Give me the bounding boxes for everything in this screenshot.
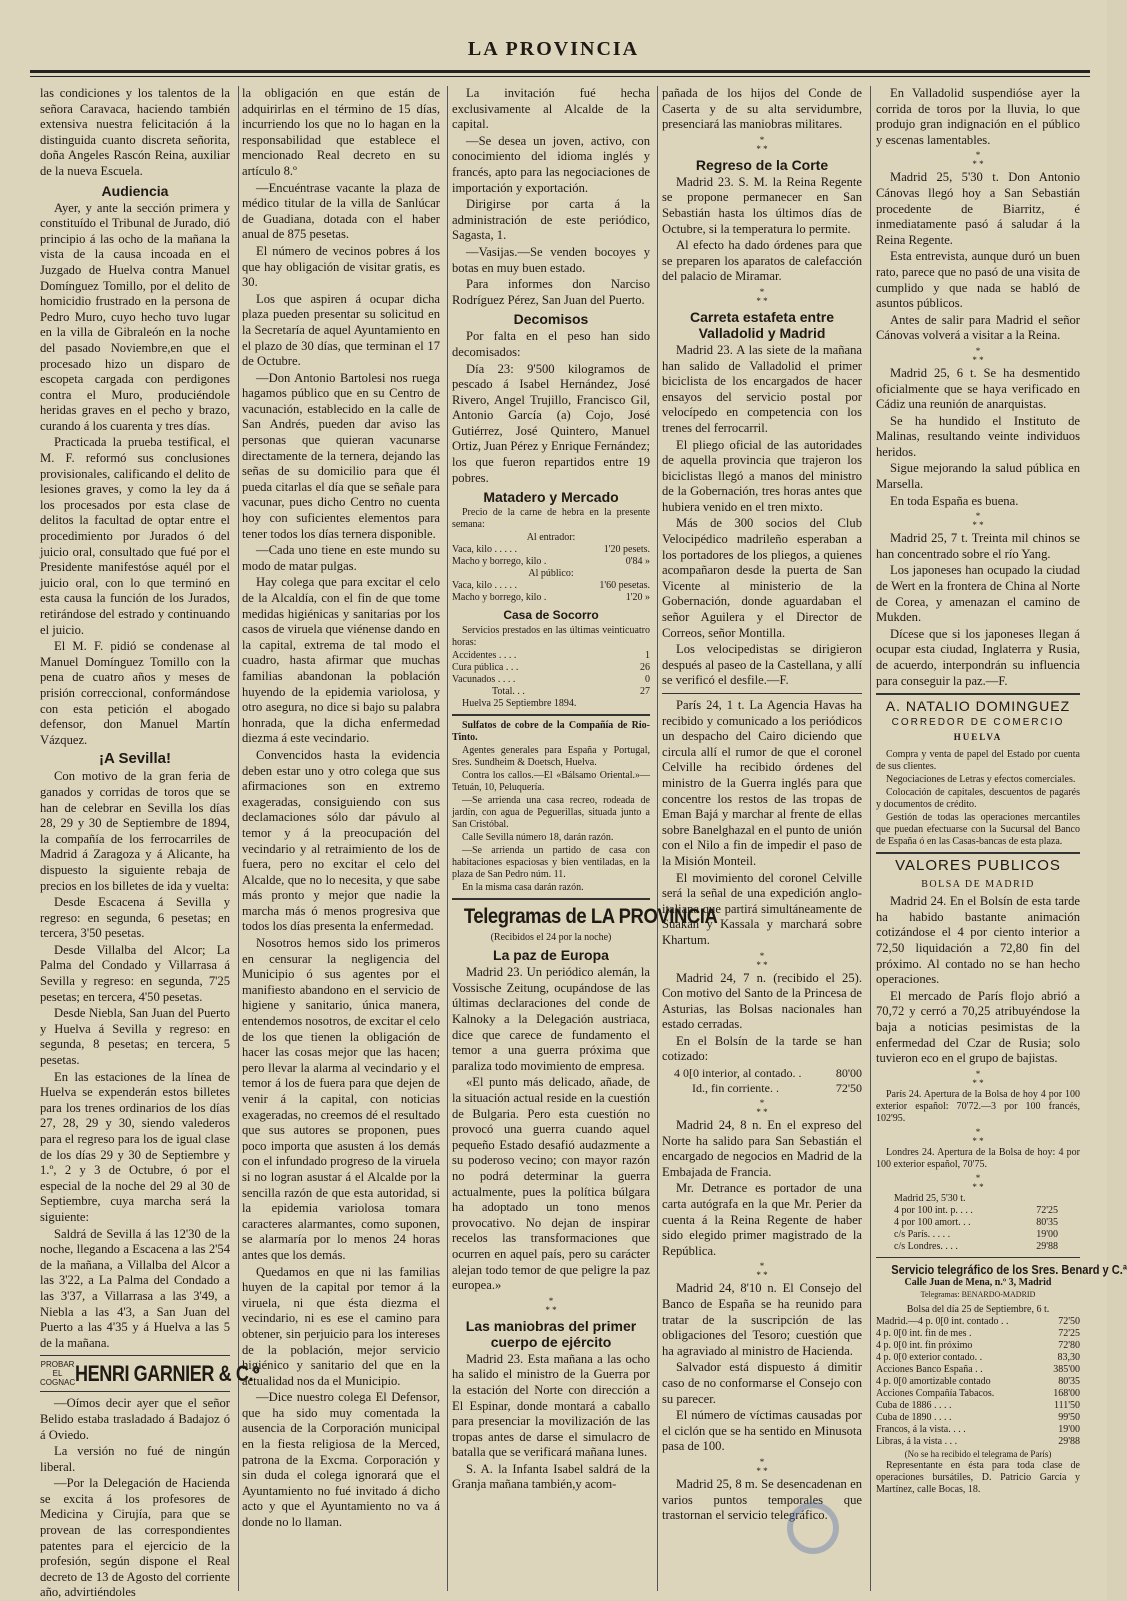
row-value: 1'20 » bbox=[625, 592, 650, 604]
paragraph: Desde Escacena á Sevilla y regreso: en segunda, 6 pesetas; en tercera, 3'50 pesetas. bbox=[40, 895, 230, 941]
paragraph: En el Bolsín de la tarde se han cotizado: bbox=[662, 1033, 862, 1064]
masthead: LA PROVINCIA bbox=[467, 38, 640, 60]
row-value: 80'35 bbox=[1058, 1376, 1080, 1388]
advert-dominguez-body bbox=[876, 749, 1080, 848]
divider bbox=[40, 1391, 230, 1392]
ad-sulfatos-agents: Agentes generales para España y Portugal, Sres. Sundheim & Doetsch, Huelva. bbox=[452, 745, 650, 769]
separator-stars: * * * bbox=[756, 950, 768, 970]
paragraph: Hay colega que para excitar el celo de la Alcaldía, con el fin de que tome medidas higiénicas y sanitarias por los casos de viruela que viénense dando en la capital, extrema de tal modo el cuadro, hasta afirmar que muchas familias abandonan la población huyendo de la epidemia variolosa, y otro asegura, no dice si bajo su palabra honrada, que la dicha enfermedad diezma á este vecindario. bbox=[242, 575, 440, 746]
table-row bbox=[452, 592, 650, 604]
table-row bbox=[452, 662, 650, 674]
row-value: 72'25 bbox=[1058, 1328, 1080, 1340]
socorro-total-value: 27 bbox=[640, 686, 650, 698]
paragraph: —Don Antonio Bartolesi nos ruega hagamos público que en su Centro de vacunación, establecido en la calle de San Andrés, pueden dar aviso las personas que quieran vacunarse directamente de la ternera, dejando las señas de su domicilio para que él pueda citarlas el día que se señale para vacunar, pues dicho Centro no cuenta hoy con suficientes elementos para tener todos los días ternera disponible. bbox=[242, 370, 440, 541]
column-4 bbox=[662, 86, 862, 1591]
paragraph: pañada de los hijos del Conde de Caserta y de su alta servidumbre, presenciará las maniobras militares. bbox=[662, 86, 862, 132]
paragraph: la obligación en que están de adquirirlas en el término de 15 días, incurriendo los que no lo hagan en la responsabilidad que establece el mencionado Real decreto en su artículo 8.º bbox=[242, 86, 440, 178]
row-label: 4 por 100 amort. . . bbox=[894, 1216, 971, 1228]
londres-quote-text: Londres 24. Apertura de la Bolsa de hoy: 4 por 100 exterior español, 70'75. bbox=[876, 1146, 1080, 1170]
paragraph: S. A. la Infanta Isabel saldrá de la Granja mañana también,y acom- bbox=[452, 1461, 650, 1492]
paragraph: Se ha hundido el Instituto de Malinas, resultando veinte individuos heridos. bbox=[876, 413, 1080, 459]
row-label: 4 p. 0[0 exterior contado. . bbox=[876, 1352, 983, 1364]
library-watermark bbox=[787, 1498, 957, 1578]
publico-table bbox=[452, 580, 650, 604]
table-row bbox=[876, 1412, 1080, 1424]
row-label: Macho y borrego, kilo . bbox=[452, 592, 547, 604]
row-label: Accidentes . . . . bbox=[452, 650, 517, 662]
paragraph: Los japoneses han ocupado la ciudad de Wert en la frontera de China al Norte de Corea, y amenazan el camino de Mukden. bbox=[876, 563, 1080, 625]
quote-label: Id., fin corriente. . bbox=[692, 1081, 779, 1096]
row-label: Vacunados . . . . bbox=[452, 674, 516, 686]
row-label: 4 por 100 int. p. . . . bbox=[894, 1204, 973, 1216]
bolsa-heading: BOLSA DE MADRID bbox=[921, 878, 1035, 890]
column-5 bbox=[876, 86, 1127, 1591]
paragraph: El pliego oficial de las autoridades de aquella provincia que trajeron los biciclistas llegó a manos del ministro de la Gobernación, tres horas antes que hubiera venido en el tren mixto. bbox=[662, 437, 862, 514]
paragraph: París 24, 1 t. La Agencia Havas ha recibido y comunicado a los periódicos un despacho del Cairo diciendo que circula allí el rumor de que el coronel Celville ha recibido órdenes del ministro de la Guerra inglés para que concentre los restos de las tropas de Eman Bajá y marchar al frente de ellas sobre Banelghazal en el punto de unión con el Nilo a fin de impedir el paso de la Misión Monteil. bbox=[662, 698, 862, 868]
table-row bbox=[876, 1316, 1080, 1328]
paragraph: Practicada la prueba testifical, el M. F. reformó sus conclusiones provisionales, calificando el delito de lesiones graves, y como la ley da á los procesados por esta clase de delitos la facultad de optar entre el procedimiento por Jurados ó del juicio oral, consultado que fué por el Presidente manifestóse aquél por el juicio oral, con lo que terminó en esta causa la función de los Jurados, retirándose del estrado y continuando el juicio. bbox=[40, 435, 230, 637]
row-value: 1'60 pesetas. bbox=[599, 580, 650, 592]
paragraph: Quedamos en que ni las familias huyen de la capital por temor á la viruela, ni que ésta diezma el vecindario, ni es ese el camino para obtener, sin perjuicio para los intereses de la población, mejor servicio higiénico y sanitario del que en la actualidad nos da el Municipio. bbox=[242, 1264, 440, 1388]
paragraph: Madrid 24, 8 n. En el expreso del Norte ha salido para San Sebastián el encargado de negocios en Madrid de la Embajada de Francia. bbox=[662, 1118, 862, 1179]
row-label: Francos, á la vista. . . . bbox=[876, 1424, 966, 1436]
row-value: 72'80 bbox=[1058, 1340, 1080, 1352]
row-value: 72'50 bbox=[1058, 1316, 1080, 1328]
separator-stars: * * * bbox=[972, 1126, 984, 1146]
advert-dominguez-subtitle: CORREDOR DE COMERCIO bbox=[891, 716, 1065, 728]
quote-row bbox=[662, 1081, 862, 1096]
ad-casa-recreo: —Se arrienda una casa recreo, rodeada de jardín, con agua de Peguerillas, situada junto a San Cristóbal. bbox=[452, 795, 650, 831]
row-value: 26 bbox=[640, 662, 650, 674]
telegrams-subheading: (Recibidos el 24 por la noche) bbox=[490, 932, 612, 944]
separator-stars: * * * bbox=[756, 134, 768, 154]
ad-partido-casa-info: En la misma casa darán razón. bbox=[462, 882, 584, 894]
paragraph: Convencidos hasta la evidencia deben estar uno y otro colega que sus afirmaciones son en extremo exageradas, consiguiendo con sus declamaciones sólo dar pávulo al temor y á la preocupación del vecindario y al retraimiento de los de fuera, pero no excitar el celo del Alcalde, que no lo necesita, y que sabe más pronto y mejor que nadie la marcha más ó menos progresiva que todos los días presenta la enfermedad. bbox=[242, 747, 440, 934]
row-label: Vaca, kilo . . . . . bbox=[452, 580, 517, 592]
row-value: 0 bbox=[645, 674, 650, 686]
row-label: Cura pública . . . bbox=[452, 662, 519, 674]
advert-line: Negociaciones de Letras y efectos comerciales. bbox=[886, 773, 1076, 785]
paragraph: El número de vecinos pobres á los que hay obligación de visitar gratis, es 30. bbox=[242, 243, 440, 290]
table-row bbox=[452, 580, 650, 592]
paragraph: Madrid 23. Un periódico alemán, la Vossische Zeitung, ocupándose de las últimas declaraciones del conde de Kalnoky a la Delegación austriaca, dice que carece de fundamento el temor a una guerra próxima que paraliza todo movimiento de empresa. bbox=[452, 965, 650, 1073]
section-heading-sevilla: ¡A Sevilla! bbox=[99, 750, 171, 768]
paragraph: Madrid 24, 7 n. (recibido el 25). Con motivo del Santo de la Princesa de Asturias, las Bolsas nacionales han estado cerradas. bbox=[662, 970, 862, 1032]
quote-label: 4 0[0 interior, al contado. . bbox=[674, 1066, 802, 1081]
paragraph: Saldrá de Sevilla á las 12'30 de la noche, llegando a Escacena a las 2'54 de la mañana, a Villalba del Alcor a las 3'22, a La Palma del Condado a las 3'37, a Villarrasa a las 3'49, a Niebla a las 4'3, a San Juan del Puerto a las 4'35 y á Huelva a las 5 de la mañana. bbox=[40, 1226, 230, 1350]
advert-brand: HENRI GARNIER & C.º bbox=[75, 1361, 260, 1387]
paragraph: El M. F. pidió se condenase al Manuel Domínguez Tomillo con la pena de cuatro años y meses de prisión correccional, conformándose con esta petición el abogado defensor, don Manuel Martín Vázquez. bbox=[40, 639, 230, 747]
table-row bbox=[876, 1436, 1080, 1448]
paragraph: las condiciones y los talentos de la señora Caravaca, haciendo también extensiva nuestra felicitación á la distinguida cuanto discreta señorita, doña Angeles Rascón Reina, auxiliar de la nueva Escuela. bbox=[40, 86, 230, 178]
matadero-prices bbox=[452, 507, 650, 604]
separator-stars: * * * bbox=[756, 286, 768, 306]
entrador-table bbox=[452, 544, 650, 568]
paragraph: Madrid 25, 8 m. Se desencadenan en varios puntos temporales que trastornan el servicio telegráfico. bbox=[662, 1476, 862, 1523]
paragraph: La versión no fué de ningún liberal. bbox=[40, 1444, 230, 1474]
row-value: 29'88 bbox=[1058, 1436, 1080, 1448]
header-rule bbox=[30, 70, 1090, 73]
socorro-total-row bbox=[452, 686, 650, 698]
bolsa-quotes-heading: Bolsa del día 25 de Septiembre, 6 t. bbox=[906, 1304, 1050, 1316]
table-row bbox=[876, 1328, 1080, 1340]
socorro-stats bbox=[452, 625, 650, 710]
row-label: Libras, á la vista . . . bbox=[876, 1436, 958, 1448]
quote-row bbox=[662, 1066, 862, 1081]
separator-stars: * * * bbox=[756, 1456, 768, 1476]
table-row bbox=[876, 1352, 1080, 1364]
divider bbox=[452, 714, 650, 716]
servicio-address: Calle Juan de Mena, n.º 3, Madrid bbox=[904, 1277, 1052, 1289]
ad-partido-casa: —Se arrienda un partido de casa con habitaciones espaciosas y bien ventiladas, en la plaza de San Pedro núm. 11. bbox=[452, 845, 650, 881]
row-value: 168'00 bbox=[1053, 1388, 1080, 1400]
socorro-intro: Servicios prestados en las últimas veinticuatro horas: bbox=[452, 625, 650, 649]
paragraph: Los velocipedistas se dirigieron después al paseo de la Castellana, y allí se verificó el desfile.—F. bbox=[662, 642, 862, 688]
table-row bbox=[876, 1340, 1080, 1352]
separator-stars: * * * bbox=[972, 1068, 984, 1088]
row-label: 4 p. 0[0 int. fin próximo bbox=[876, 1340, 973, 1352]
column-3 bbox=[452, 86, 718, 1591]
row-label: Acciones Banco España . . bbox=[876, 1364, 983, 1376]
separator-stars: * * * bbox=[972, 150, 984, 170]
row-value: 29'88 bbox=[1036, 1240, 1058, 1252]
section-heading-maniobras: Las maniobras del primer cuerpo de ejército bbox=[465, 1317, 637, 1350]
paragraph: —Se desea un joven, activo, con conocimiento del idioma inglés y francés, apto para las negociaciones de importación y exportación. bbox=[452, 133, 650, 195]
table-row bbox=[894, 1229, 1058, 1241]
madrid-quotes-heading: Madrid 25, 5'30 t. bbox=[894, 1192, 966, 1204]
classified-ads bbox=[452, 720, 650, 894]
advert-line: Compra y venta de papel del Estado por cuenta de sus clientes. bbox=[876, 748, 1080, 772]
section-heading-paz: La paz de Europa bbox=[493, 947, 609, 964]
row-value: 19'00 bbox=[1036, 1228, 1058, 1240]
divider bbox=[876, 693, 1080, 695]
divider bbox=[876, 1257, 1080, 1258]
table-row bbox=[876, 1400, 1080, 1412]
paragraph: —Por la Delegación de Hacienda se excita á los profesores de Medicina y Cirujía, para que se provean de las correspondientes patentes para el ejercicio de la profesión, según dispone el Real decreto de 13 de Agosto del corriente año, advirtiéndoles bbox=[40, 1476, 230, 1600]
madrid-quotes bbox=[876, 1193, 1080, 1253]
quote-value: 72'50 bbox=[835, 1081, 862, 1096]
paragraph: Madrid 25, 7 t. Treinta mil chinos se han concentrado sobre el río Yang. bbox=[876, 531, 1080, 561]
paragraph: Los que aspiren á ocupar dicha plaza pueden presentar su solicitud en la Secretaría de aquel Ayuntamiento en el plazo de 30 días, que terminan el 17 de Octubre. bbox=[242, 291, 440, 369]
separator-stars: * * * bbox=[756, 1261, 768, 1281]
paragraph: Ayer, y ante la sección primera y constituído el Tribunal de Jurado, dió principio á las ocho de la mañana la vista de la causa incoada en el Juzgado de Huelva contra Manuel Domínguez Tomillo, por el delito de homicidio frustrado en la persona de Pedro Muro, cuyo hecho tuvo lugar en la villa de Gibraleón en la noche del pasado Noviembre,en que el procesado hizo un disparo de escopeta cargada con perdigones contra el Muro, produciéndole heridas graves en el pecho y brazo, curando á los cuarenta y tres días. bbox=[40, 200, 230, 433]
row-label: 4 p. 0[0 amortizable contado bbox=[876, 1376, 991, 1388]
section-heading-matadero: Matadero y Mercado bbox=[483, 489, 619, 506]
table-row bbox=[876, 1364, 1080, 1376]
paragraph: Para informes don Narciso Rodríguez Pérez, San Juan del Puerto. bbox=[452, 277, 650, 307]
paragraph: —Dice nuestro colega El Defensor, que ha sido muy comentada la ausencia de la Corporación municipal en la fiesta religiosa de la Merced, patrona de la Excma. Corporación y sin duda el colega ignorará que el Ayuntamiento no fué invitado á dicho acto y que el Ayuntamiento no va á donde no lo llaman. bbox=[242, 1390, 440, 1530]
paragraph: —Cada uno tiene en este mundo su modo de matar pulgas. bbox=[242, 543, 440, 573]
paragraph: —Encuéntrase vacante la plaza de médico titular de la villa de Sanlúcar de Guadiana, dotada con el haber anual de 875 pesetas. bbox=[242, 180, 440, 242]
ad-callos: Contra los callos.—El «Bálsamo Oriental.»—Tetuán, 10, Peluquería. bbox=[452, 770, 650, 794]
bolsa-representative: Representante en ésta para toda clase de operaciones bursátiles, D. Patricio García y Martínez, calle Bocas, 18. bbox=[876, 1460, 1080, 1496]
header-rule-thin bbox=[30, 76, 1090, 77]
row-label: 4 p. 0[0 int. fin de mes . bbox=[876, 1328, 972, 1340]
table-row bbox=[452, 556, 650, 568]
column-divider bbox=[657, 86, 658, 1591]
paragraph: La invitación fué hecha exclusivamente al Alcalde de la capital. bbox=[452, 86, 650, 132]
column-2 bbox=[242, 86, 440, 1591]
row-label: Cuba de 1890 . . . . bbox=[876, 1412, 952, 1424]
advert-dominguez-city: HUELVA bbox=[953, 732, 1003, 743]
paragraph: Esta entrevista, aunque duró un buen rato, parece que no pasó de una visita de cumplido y que nada se habló de asuntos públicos. bbox=[876, 249, 1080, 311]
row-value: 111'50 bbox=[1053, 1400, 1080, 1412]
separator-stars: * * * bbox=[972, 345, 984, 365]
section-heading-socorro: Casa de Socorro bbox=[503, 608, 599, 623]
row-value: 1 bbox=[645, 650, 650, 662]
paragraph: El número de víctimas causadas por el ciclón que se ha sentido en Minusota pasa de 100. bbox=[662, 1408, 862, 1454]
paragraph: En Valladolid suspendióse ayer la corrida de toros por la lluvia, lo que produjo gran indignación en el público y escenas lamentables. bbox=[876, 86, 1080, 147]
paragraph: Por falta en el peso han sido decomisados: bbox=[452, 329, 650, 359]
column-divider bbox=[447, 86, 448, 1591]
divider bbox=[662, 693, 862, 694]
socorro-total-label: Total. . . bbox=[492, 686, 525, 698]
paragraph: Salvador está dispuesto á dimitir caso de no conformarse el Consejo con su parecer. bbox=[662, 1360, 862, 1406]
row-label: c/s París. . . . . bbox=[894, 1228, 951, 1240]
table-row bbox=[876, 1388, 1080, 1400]
column-1 bbox=[40, 86, 260, 1600]
advert-dominguez-title: A. NATALIO DOMINGUEZ bbox=[885, 698, 1071, 715]
paragraph: En toda España es buena. bbox=[890, 493, 1019, 508]
row-label: Acciones Compañía Tabacos. bbox=[876, 1388, 995, 1400]
paragraph: El mercado de París flojo abrió a 70,72 y cerró a 70,25 atribuyéndose la baja a noticias pesimistas de la enfermedad del Czar de Rusia; solo tuvieron eco en el grupo de bajistas. bbox=[876, 988, 1080, 1066]
separator-stars: * * * bbox=[545, 1295, 557, 1315]
table-row bbox=[894, 1217, 1058, 1229]
row-value: 72'25 bbox=[1036, 1204, 1058, 1216]
valores-heading: VALORES PUBLICOS bbox=[895, 856, 1061, 874]
publico-label: Al público: bbox=[528, 568, 574, 580]
row-label: Vaca, kilo . . . . . bbox=[452, 544, 517, 556]
row-value: 83,30 bbox=[1057, 1352, 1080, 1364]
paragraph: —Oímos decir ayer que el señor Belido estaba trasladado á Badajoz ó á Oviedo. bbox=[40, 1396, 230, 1442]
paragraph: Más de 300 socios del Club Velocipédico madrileño esperaban a los portadores de los pliegos, a quienes acompañaron desde la puerta de San Vicente al ministerio de la Gobernación, donde aguardaban el señor Aguilera y el Director de Correos, señor Montilla. bbox=[662, 516, 862, 640]
matadero-intro: Precio de la carne de hebra en la presente semana: bbox=[452, 507, 650, 531]
paragraph: Día 23: 9'500 kilogramos de pescado á Isabel Hernández, José Rivero, Angel Trujillo, Francisco Gil, Antonio García (a) Cojo, José Gutiérrez, José Quintero, Manuel Ortiz, Juan Pérez y Enrique Fernández; los que fueron repartidos entre 19 pobres. bbox=[452, 361, 650, 485]
paragraph: El movimiento del coronel Celville será la señal de una expedición anglo-italiana que partirá simultáneamente de Suakan y Kassala y marchará sobre Khartum. bbox=[662, 870, 862, 947]
section-heading-audiencia: Audiencia bbox=[101, 182, 169, 199]
divider bbox=[40, 1355, 230, 1356]
quote-value: 80'00 bbox=[835, 1066, 862, 1081]
divider bbox=[876, 852, 1080, 854]
separator-stars: * * * bbox=[972, 1172, 984, 1192]
table-row bbox=[452, 674, 650, 686]
row-value: 99'50 bbox=[1058, 1412, 1080, 1424]
column-divider bbox=[870, 86, 871, 1591]
table-row bbox=[452, 544, 650, 556]
paragraph: Al efecto ha dado órdenes para que se preparen los aparatos de calefacción del palacio de Miramar. bbox=[662, 238, 862, 284]
paragraph: Madrid 24. En el Bolsín de esta tarde ha habido bastante animación cotizándose el 4 por ciento interior a 72,50 liquidación a 72,80 fin del próximo. Al contado no se han hecho operaciones. bbox=[876, 894, 1080, 987]
table-row bbox=[452, 650, 650, 662]
separator-stars: * * * bbox=[756, 1098, 768, 1118]
londres-quote bbox=[876, 1147, 1080, 1171]
section-heading-decomisos: Decomisos bbox=[513, 311, 589, 328]
report-date: Huelva 25 Septiembre 1894. bbox=[462, 698, 577, 710]
divider bbox=[452, 898, 650, 900]
advert-line: Colocación de capitales, descuentos de pagarés y documentos de crédito. bbox=[876, 786, 1080, 810]
bolsa-note: (No se ha recibido el telegrama de París) bbox=[904, 1449, 1052, 1460]
paragraph: Con motivo de la gran feria de ganados y corridas de toros que se han de celebrar en Sevilla los días 28, 29 y 30 de Septiembre de 1894, la compañía de los ferrocarriles de Madrid á Zaragoza y á Alicante, ha dispuesto la siguiente rebaja de precios en los billetes de ida y vuelta: bbox=[40, 769, 230, 893]
row-value: 1'20 pesets. bbox=[603, 544, 650, 556]
paragraph: Madrid 25, 5'30 t. Don Antonio Cánovas llegó hoy a San Sebastián procedente de Biarritz, é inmediatamente pasó á saludar á la Reina Regente. bbox=[876, 170, 1080, 247]
row-value: 80'35 bbox=[1036, 1216, 1058, 1228]
paragraph: «El punto más delicado, añade, de la situación actual reside en la cuestión de Bulgaria. Pero esta cuestión no provocó una guerra cuando aquel pequeño Estado desafió audazmente a su poderoso vecino; con mayor razón no podrá determinar la guerra actualmente, pues la política búlgara ha adoptado un tono menos provocativo. No dejan de inspirar recelos las transformaciones que ocurren en aquel país, pero su carácter alejan todo temor de que peligre la paz europea.» bbox=[452, 1075, 650, 1293]
servicio-heading: Servicio telegráfico de los Sres. Benard y C.ª bbox=[891, 1261, 1127, 1277]
separator-stars: * * * bbox=[972, 511, 984, 531]
paragraph: En las estaciones de la línea de Huelva se expenderán estos billetes para los trenes ordinarios de los días 27, 28, 29 y 30, siendo valederos para el regreso para los de igual clase de los días 29 y 30 de Septiembre y 1.º, 2 y 3 de Octubre, ó por el especial de la noche del 29 al 30 de Septiembre, cuya marcha será la siguiente: bbox=[40, 1069, 230, 1224]
table-row bbox=[894, 1205, 1058, 1217]
entrador-label: Al entrador: bbox=[526, 532, 576, 544]
table-row bbox=[876, 1376, 1080, 1388]
ad-sulfatos: Sulfatos de cobre de la Compañía de Rio-Tinto. bbox=[452, 720, 650, 744]
paragraph: Antes de salir para Madrid el señor Cánovas volverá a visitar a la Reina. bbox=[876, 312, 1080, 343]
row-label: Cuba de 1886 . . . . bbox=[876, 1400, 952, 1412]
table-row bbox=[894, 1241, 1058, 1253]
section-heading-corte: Regreso de la Corte bbox=[695, 156, 829, 173]
telegrams-heading: Telegramas de LA PROVINCIA bbox=[463, 905, 718, 929]
bolsa-quotes bbox=[876, 1304, 1080, 1496]
paragraph: Madrid 23. A las siete de la mañana han salido de Valladolid el primer biciclista de los encargados de hacer ensayos del servicio postal por velocípedo en competencia con los trenes del ferrocarril. bbox=[662, 342, 862, 435]
paragraph: Sigue mejorando la salud pública en Marsella. bbox=[876, 461, 1080, 492]
row-label: Macho y borrego, kilo . bbox=[452, 556, 547, 568]
paragraph: Mr. Detrance es portador de una carta autógrafa en la que Mr. Perier da cuenta á la Reina Regente de haber sido elegido primer magistrado de la República. bbox=[662, 1181, 862, 1258]
paris-quote-text: París 24. Apertura de la Bolsa de hoy 4 por 100 exterior español: 70'72.—3 por 100 francés, 102'95. bbox=[876, 1088, 1080, 1124]
advert-pre-label: PROBAR EL COGNAC bbox=[40, 1360, 76, 1388]
row-label: c/s Londres. . . . bbox=[894, 1240, 958, 1252]
paragraph: Madrid 24, 8'10 n. El Consejo del Banco de España se ha reunido para tratar de la suscripción de las obligaciones del Tesoro; cuestión que ha agraviado al ministro de Hacienda. bbox=[662, 1281, 862, 1358]
row-label: Madrid.—4 p. 0[0 int. contado . . bbox=[876, 1316, 1009, 1328]
paragraph: Desde Niebla, San Juan del Puerto y Huelva á Sevilla y regreso: en segunda, 8 pesetas; en tercera, 5 pesetas. bbox=[40, 1006, 230, 1068]
paragraph: Desde Villalba del Alcor; La Palma del Condado y Villarrasa á Sevilla y regreso: en segunda, 7'25 pesetas; en tercera, 4'50 pesetas. bbox=[40, 942, 230, 1004]
advert-garnier bbox=[40, 1360, 260, 1388]
paragraph: —Vasijas.—Se venden bocoyes y botas en muy buen estado. bbox=[452, 244, 650, 275]
paragraph: Madrid 25, 6 t. Se ha desmentido oficialmente que se haya verificado en Cádiz una reunión de anarquistas. bbox=[876, 365, 1080, 412]
paris-quote bbox=[876, 1089, 1080, 1125]
paragraph: Madrid 23. Esta mañana a las ocho ha salido el ministro de la Guerra por la estación del Norte con dirección a El Espinar, donde montará a caballo para presenciar la movilización de las tropas antes de darse el simulacro de batalla que se verificará mañana lunes. bbox=[452, 1351, 650, 1460]
paragraph: Nosotros hemos sido los primeros en censurar la negligencia del Municipio ó sus agentes por el manifiesto abandono en el servicio de higiene y sanitario, única manera, entendemos nosotros, de excitar el celo de los que tienen la obligación de hacer las cosas mejor que las hacen; pero llevar la alarma al vecindario y el temor á los de fuera para que dejen de venir á la capital, con noticias exageradas, no creemos dé el resultado que sus autores se proponen, pues poco importa que asusten á los demás con el infundado progreso de la viruela si no logran asustar á el Alcalde por la sencilla razón de que esta autoridad, si la epidemia variolosa tomara caracteres alarmantes, como suponen, se alarmaría por lo menos 24 horas antes que los demás. bbox=[242, 936, 440, 1262]
socorro-table bbox=[452, 650, 650, 686]
row-value: 19'00 bbox=[1058, 1424, 1080, 1436]
paragraph: Madrid 23. S. M. la Reina Regente se propone permanecer en San Sebastián hasta los últimos días de Octubre, si la temperatura lo permite. bbox=[662, 174, 862, 236]
paragraph: Dirigirse por carta á la administración de este periódico, Sagasta, 1. bbox=[452, 197, 650, 243]
servicio-telegram: Telegramas: BENARDO-MADRID bbox=[920, 1290, 1036, 1300]
paragraph: Dícese que si los japoneses llegan á ocupar esta ciudad, Inglaterra y Rusia, de acuerdo, interpondrán su influencia para conseguir la paz.—F. bbox=[876, 626, 1080, 688]
madrid-quotes-table bbox=[894, 1205, 1058, 1253]
row-value: 385'00 bbox=[1053, 1364, 1080, 1376]
watermark-ring bbox=[787, 1502, 839, 1554]
row-value: 0'84 » bbox=[625, 556, 650, 568]
section-heading-carreta: Carreta estafeta entre Valladolid y Madrid bbox=[690, 308, 834, 341]
advert-line: Gestión de todas las operaciones mercantiles que puedan efectuarse con la Sucursal del Banco de España ó en las Casas-bancas de esta plaza. bbox=[876, 811, 1080, 847]
bolsa-quotes-table bbox=[876, 1316, 1080, 1448]
table-row bbox=[876, 1424, 1080, 1436]
ad-casa-recreo-address: Calle Sevilla número 18, darán razón. bbox=[462, 832, 614, 844]
